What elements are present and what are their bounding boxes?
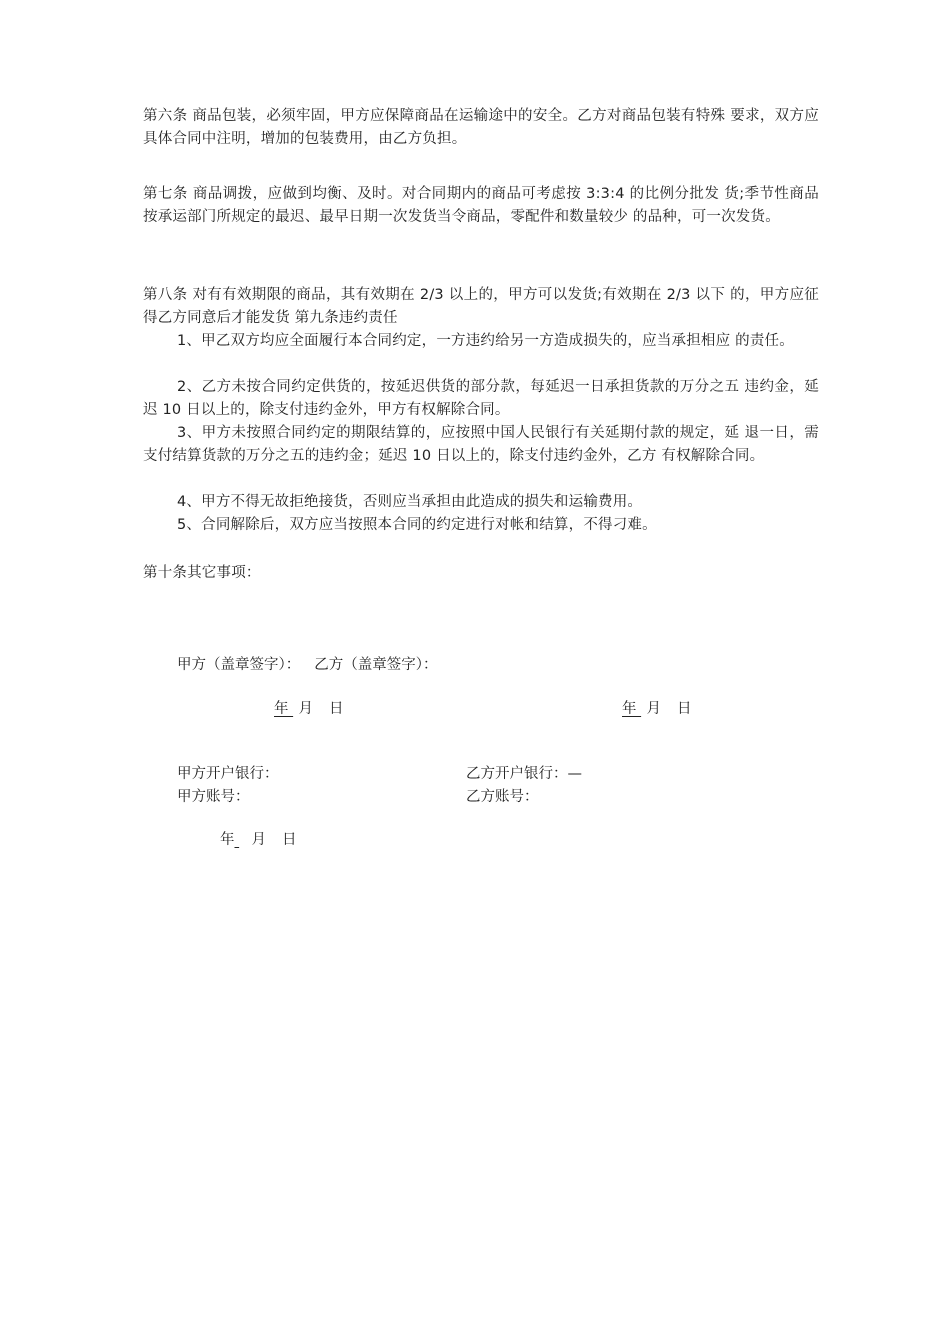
liability-item-3: 3、甲方未按照合同约定的期限结算的，应按照中国人民银行有关延期付款的规定，延 退一日，需支付结算货款的万分之五的违约金；延迟 10 日以上的，除支付违约金外，乙方 有权解除合同。 [143,425,819,464]
party-b-account-label: 乙方账号： [466,789,539,805]
article-8-paragraph: 第八条 对有有效期限的商品，其有效期在 2/3 以上的，甲方可以发货;有效期在 2/3 以下 的，甲方应征得乙方同意后才能发货 第九条违约责任 [143,287,819,326]
party-b-bank-label: 乙方开户银行：— [466,766,582,782]
date-day: 日 [329,701,344,717]
date-day: 日 [282,832,297,848]
date-day: 日 [677,701,692,717]
party-a-account-label: 甲方账号： [177,789,250,805]
bank-date [220,829,297,852]
party-b-signature-label: 乙方（盖章签字）： [314,657,438,673]
date-month: 月 [251,832,266,848]
article-6-paragraph: 第六条 商品包装，必须牢固，甲方应保障商品在运输途中的安全。乙方对商品包装有特殊 要求，双方应具体合同中注明，增加的包装费用，由乙方负担。 [143,108,819,147]
signature-row [177,654,438,677]
party-b-date [622,698,692,721]
date-year: 年 [274,701,289,717]
date-month: 月 [298,701,313,717]
date-month: 月 [646,701,661,717]
date-year: 年 [220,832,235,848]
party-a-date [274,698,344,721]
party-a-signature-label: 甲方（盖章签字）： [177,657,301,673]
article-10-heading: 第十条其它事项： [143,565,261,581]
liability-item-4: 4、甲方不得无故拒绝接货，否则应当承担由此造成的损失和运输费用。 [177,494,643,510]
liability-item-1: 1、甲乙双方均应全面履行本合同约定，一方违约给另一方造成损失的，应当承担相应 的责任。 [177,333,794,349]
date-year: 年 [622,701,637,717]
liability-item-2: 2、乙方未按合同约定供货的，按延迟供货的部分款，每延迟一日承担货款的万分之五 违约金，延迟 10 日以上的，除支付违约金外，甲方有权解除合同。 [143,379,819,418]
liability-item-5: 5、合同解除后，双方应当按照本合同的约定进行对帐和结算，不得刁难。 [177,517,657,533]
party-a-bank-label: 甲方开户银行： [177,766,279,782]
article-7-paragraph: 第七条 商品调拨，应做到均衡、及时。对合同期内的商品可考虑按 3:3:4 的比例分批发 货;季节性商品按承运部门所规定的最迟、最早日期一次发货当令商品，零配件和数量较少 的品种，可一次发货。 [143,186,819,225]
